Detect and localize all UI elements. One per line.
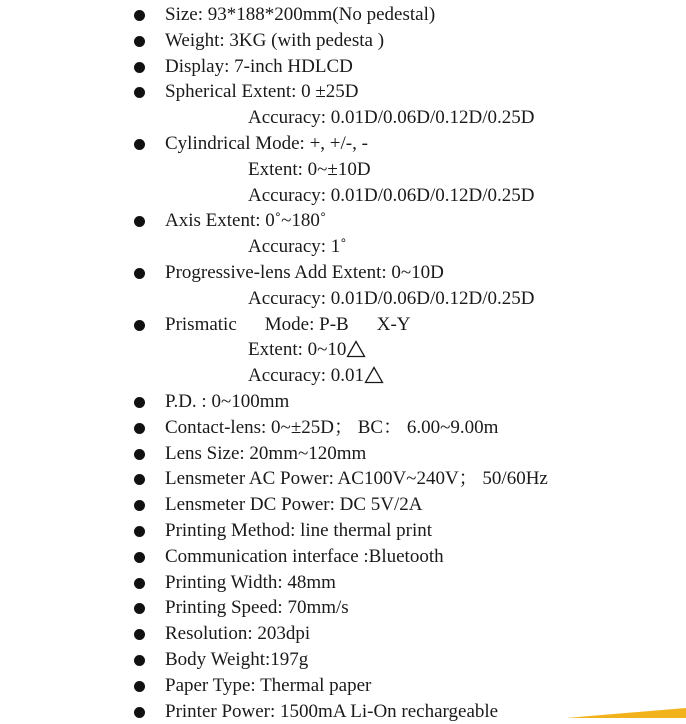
spec-resolution	[0, 621, 686, 647]
spec-prismatic-accuracy-text	[248, 363, 384, 389]
spec-spherical-text: Spherical Extent: 0 ±25D	[165, 81, 359, 103]
triangle-icon	[346, 340, 366, 358]
spec-paper-type-text: Paper Type: Thermal paper	[165, 674, 372, 696]
spec-lens-size	[0, 441, 686, 467]
bullet-icon	[134, 423, 145, 434]
bullet-icon	[134, 629, 145, 640]
bullet-icon	[134, 603, 145, 614]
prismatic-mode: Mode: P-B	[264, 313, 349, 335]
spec-printing-method	[0, 518, 686, 544]
spec-dc-power-text: Lensmeter DC Power: DC 5V/2A	[165, 494, 423, 516]
spec-printing-speed-text: Printing Speed: 70mm/s	[165, 597, 349, 619]
spec-weight-text: Weight: 3KG (with pedesta )	[165, 29, 385, 51]
bullet-icon	[134, 474, 145, 485]
spec-pd-text: P.D. : 0~100mm	[165, 390, 290, 412]
spec-prismatic-extent	[0, 337, 686, 363]
spec-dc-power	[0, 492, 686, 518]
spec-cylindrical-text: Cylindrical Mode: +, +/-, -	[165, 132, 368, 154]
spec-prismatic-text	[165, 312, 411, 338]
bullet-icon	[134, 578, 145, 589]
spec-axis-accuracy	[0, 234, 686, 260]
spec-spherical-accuracy	[0, 105, 686, 131]
bullet-icon	[134, 216, 145, 227]
spec-prismatic	[0, 312, 686, 338]
bullet-icon	[134, 655, 145, 666]
spec-printing-width	[0, 570, 686, 596]
spec-size-text: Size: 93*188*200mm(No pedestal)	[165, 4, 436, 25]
bullet-icon	[134, 397, 145, 408]
spec-contact-lens	[0, 415, 686, 441]
spec-progressive-text: Progressive-lens Add Extent: 0~10D	[165, 261, 444, 283]
spec-body-weight	[0, 647, 686, 673]
spec-axis-accuracy-text: Accuracy: 1˚	[248, 236, 347, 258]
spec-display	[0, 54, 686, 80]
bullet-icon	[134, 500, 145, 511]
bullet-icon	[134, 139, 145, 150]
spec-spherical	[0, 79, 686, 105]
spec-communication	[0, 544, 686, 570]
bullet-icon	[134, 681, 145, 692]
bullet-icon	[134, 87, 145, 98]
prismatic-mode-alt: X-Y	[376, 313, 411, 335]
bullet-icon	[134, 10, 145, 21]
spec-cylindrical	[0, 131, 686, 157]
spec-prismatic-accuracy	[0, 363, 686, 389]
bullet-icon	[134, 552, 145, 563]
spec-communication-text: Communication interface :Bluetooth	[165, 545, 444, 567]
spec-printing-method-text: Printing Method: line thermal print	[165, 519, 433, 541]
spec-ac-power	[0, 466, 686, 492]
spec-resolution-text: Resolution: 203dpi	[165, 623, 311, 645]
bullet-icon	[134, 707, 145, 718]
bullet-icon	[134, 320, 145, 331]
spec-cylindrical-accuracy-text: Accuracy: 0.01D/0.06D/0.12D/0.25D	[248, 184, 535, 206]
prismatic-accuracy-value: Accuracy: 0.01	[248, 365, 365, 387]
spec-progressive-accuracy-text: Accuracy: 0.01D/0.06D/0.12D/0.25D	[248, 287, 535, 309]
spec-printing-speed	[0, 595, 686, 621]
spec-body-weight-text: Body Weight:197g	[165, 648, 309, 670]
bullet-icon	[134, 526, 145, 537]
spec-weight	[0, 28, 686, 54]
spec-printer-power-text: Printer Power: 1500mA Li-On rechargeable	[165, 700, 499, 722]
spec-axis-text: Axis Extent: 0˚~180˚	[165, 210, 327, 232]
spec-progressive	[0, 260, 686, 286]
bullet-icon	[134, 62, 145, 73]
spec-cylindrical-accuracy	[0, 183, 686, 209]
spec-paper-type	[0, 673, 686, 699]
spec-contact-lens-text: Contact-lens: 0~±25D； BC： 6.00~9.00m	[165, 416, 499, 438]
spec-cylindrical-extent-text: Extent: 0~±10D	[248, 158, 371, 180]
spec-progressive-accuracy	[0, 286, 686, 312]
spec-cylindrical-extent	[0, 157, 686, 183]
spec-prismatic-extent-text	[248, 337, 366, 363]
accent-stripe	[526, 704, 686, 718]
spec-ac-power-text: Lensmeter AC Power: AC100V~240V； 50/60Hz	[165, 468, 548, 490]
spec-axis	[0, 208, 686, 234]
spec-list	[0, 2, 686, 724]
prismatic-label: Prismatic	[165, 313, 237, 335]
spec-display-text: Display: 7-inch HDLCD	[165, 55, 353, 77]
spec-lens-size-text: Lens Size: 20mm~120mm	[165, 442, 367, 464]
bullet-icon	[134, 449, 145, 460]
triangle-icon	[364, 366, 384, 384]
spec-pd	[0, 389, 686, 415]
prismatic-extent-value: Extent: 0~10	[248, 339, 347, 361]
spec-size	[0, 2, 686, 28]
bullet-icon	[134, 268, 145, 279]
spec-printing-width-text: Printing Width: 48mm	[165, 571, 336, 593]
spec-spherical-accuracy-text: Accuracy: 0.01D/0.06D/0.12D/0.25D	[248, 107, 535, 129]
bullet-icon	[134, 36, 145, 47]
